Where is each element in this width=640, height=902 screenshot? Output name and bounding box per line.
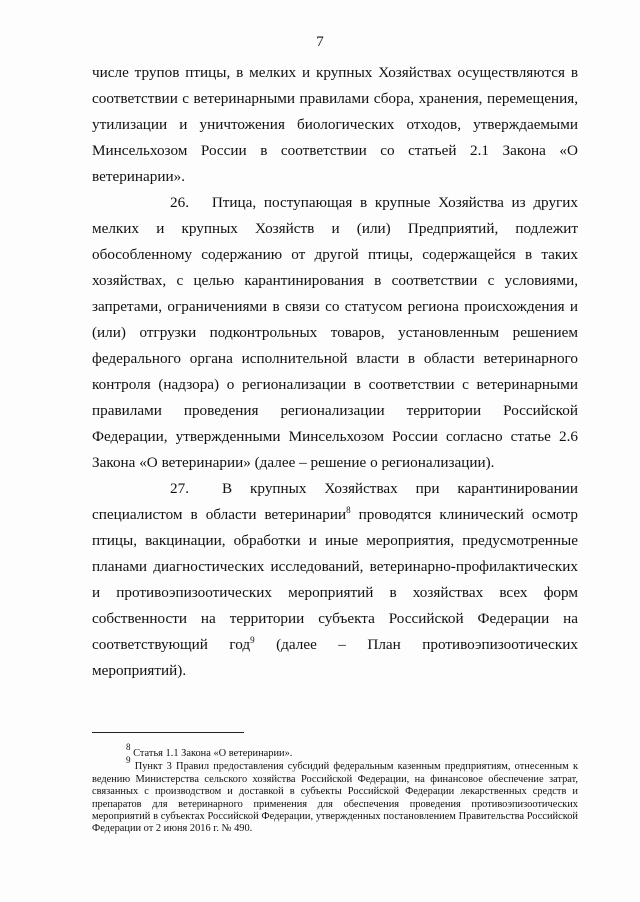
footnote-9 xyxy=(92,755,578,835)
paragraph-27 xyxy=(92,476,578,684)
page-number: 7 xyxy=(316,34,324,50)
footnote-text: Пункт 3 Правил предоставления субсидий федеральным казенным предприятиям, отнесенным к ведению Министерства сельского хозяйства Российской Федерации, на финансовое обеспечение затрат, связанных с производством и доставкой в субъекты Российской Федерации лекарственных средств и препаратов для ветеринарного применения для обеспечения проведения противоэпизоотических мероприятий в субъектах Российской Федерации, утвержденных постановлением Правительства Российской Федерации от 2 июня 2016 г. № 490. xyxy=(92,761,578,835)
footnote-separator xyxy=(92,732,244,733)
footnote-ref-9: 9 xyxy=(250,635,255,645)
footnotes xyxy=(92,742,578,836)
footnote-mark: 8 xyxy=(126,742,131,752)
document-body xyxy=(92,60,578,684)
paragraph-27-text-1: 27. В крупных Хозяйствах при карантинировании специалистом в области ветеринарии xyxy=(92,480,578,523)
footnote-mark: 9 xyxy=(126,755,131,766)
footnote-8 xyxy=(92,742,578,760)
paragraph-26: 26. Птица, поступающая в крупные Хозяйства из других мелких и крупных Хозяйств и (или) Предприятий, подлежит обособленному содержанию от другой птицы, содержащейся в таких хозяйствах, с целью карантинирования в соответствии с условиями, запретами, ограничениями в связи со статусом региона происхождения и (или) отгрузки подконтрольных товаров, установленным решением федерального органа исполнительной власти в области ветеринарного контроля (надзора) о регионализации в соответствии с ветеринарными правилами проведения регионализации территории Российской Федерации, утвержденными Минсельхозом России согласно статье 2.6 Закона «О ветеринарии» (далее – решение о регионализации). xyxy=(92,194,578,471)
paragraph-continuation: числе трупов птицы, в мелких и крупных Хозяйствах осуществляются в соответствии с ветеринарными правилами сбора, хранения, перемещения, утилизации и уничтожения биологических отходов, утверждаемыми Минсельхозом России в соответствии со статьей 2.1 Закона «О ветеринарии». xyxy=(92,64,578,185)
paragraph-27-text-2: проводятся клинический осмотр птицы, вакцинации, обработки и иные мероприятия, предусмотренные планами диагностических исследований, ветеринарно-профилактических и противоэпизоотических мероприятий в хозяйствах всех форм собственности на территории субъекта Российской Федерации на соответствующий год xyxy=(92,506,578,653)
paragraph-27-text-3: (далее – План противоэпизоотических мероприятий). xyxy=(92,636,578,679)
footnote-text: Статья 1.1 Закона «О ветеринарии». xyxy=(130,748,293,759)
footnote-ref-8: 8 xyxy=(346,505,351,515)
